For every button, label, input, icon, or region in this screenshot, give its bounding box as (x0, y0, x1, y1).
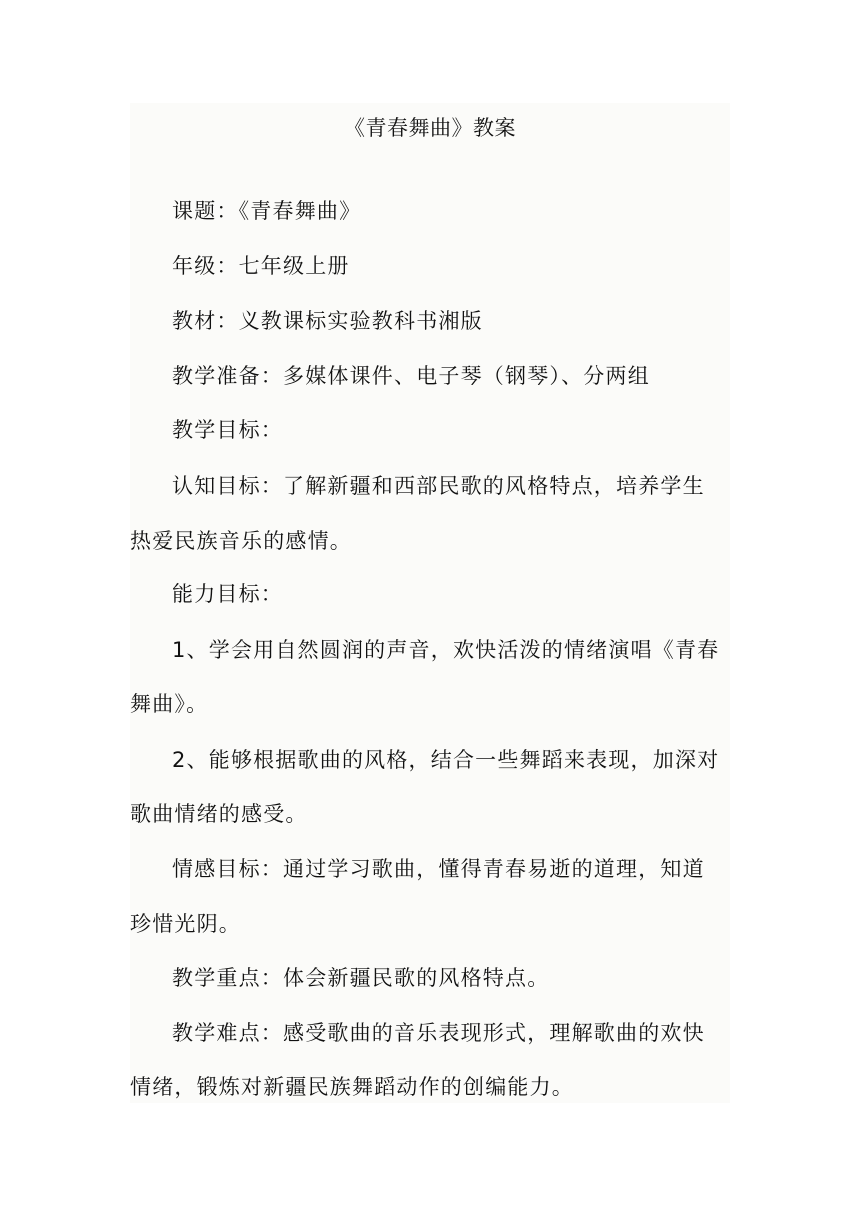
ability-goal-2-continued: 歌曲情绪的感受。 (130, 802, 308, 826)
teaching-difficulty: 教学难点：感受歌曲的音乐表现形式，理解歌曲的欢快 (172, 1021, 705, 1045)
document-title: 《青春舞曲》教案 (344, 116, 516, 140)
ability-goals-heading: 能力目标： (172, 582, 283, 606)
emotional-goal-continued: 珍惜光阴。 (130, 912, 241, 936)
teaching-key-point: 教学重点：体会新疆民歌的风格特点。 (172, 966, 550, 990)
cognitive-goal-continued: 热爱民族音乐的感情。 (130, 529, 352, 553)
emotional-goal: 情感目标：通过学习歌曲，懂得青春易逝的道理，知道 (172, 857, 705, 881)
teaching-difficulty-continued: 情绪，锻炼对新疆民族舞蹈动作的创编能力。 (130, 1075, 574, 1099)
textbook: 教材：义教课标实验教科书湘版 (172, 309, 483, 333)
teaching-preparation: 教学准备：多媒体课件、电子琴（钢琴）、分两组 (172, 364, 650, 388)
grade-level: 年级：七年级上册 (172, 254, 350, 278)
ability-goal-2: 2、能够根据歌曲的风格，结合一些舞蹈来表现，加深对 (172, 748, 720, 772)
ability-goal-1: 1、学会用自然圆润的声音，欢快活泼的情绪演唱《青春 (172, 638, 720, 662)
cognitive-goal: 认知目标：了解新疆和西部民歌的风格特点，培养学生 (172, 474, 705, 498)
teaching-goals-heading: 教学目标： (172, 418, 283, 442)
ability-goal-1-continued: 舞曲》。 (130, 692, 209, 716)
lesson-topic: 课题：《青春舞曲》 (172, 199, 362, 223)
